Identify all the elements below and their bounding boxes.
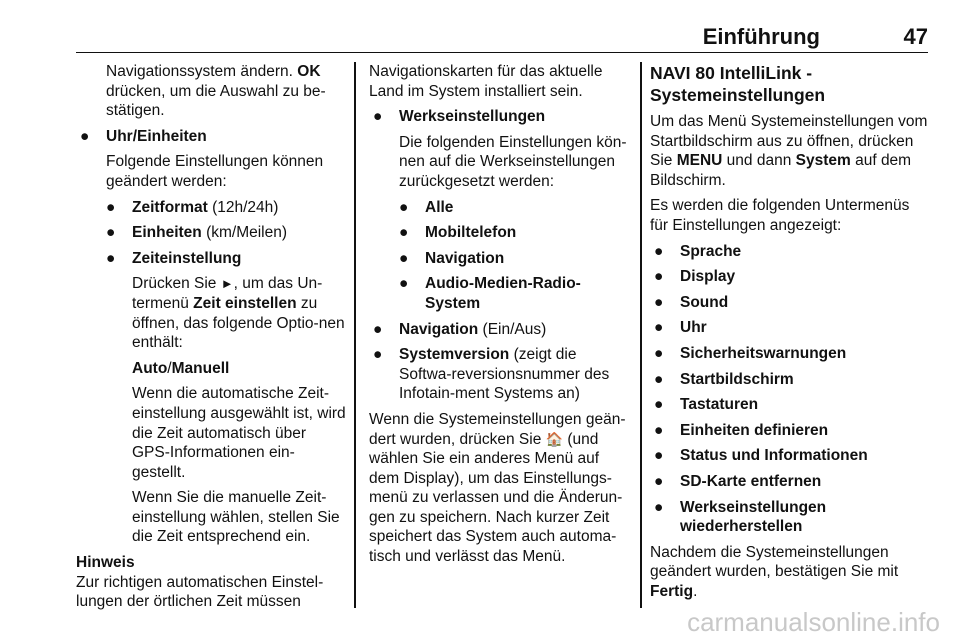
bullet-icon: ● bbox=[373, 320, 383, 338]
paragraph: Navigationskarten für das aktuelle Land im System installiert sein. bbox=[369, 63, 603, 100]
bullet-icon: ● bbox=[80, 127, 90, 145]
column-2 bbox=[369, 62, 631, 573]
list-item-label: Sprache bbox=[680, 242, 742, 260]
bullet-icon: ● bbox=[399, 275, 409, 293]
column-divider bbox=[354, 62, 356, 608]
bullet-icon: ● bbox=[399, 249, 409, 267]
sub-bullet-item: ● Zeitformat (12h/24h) bbox=[106, 198, 279, 216]
page-number: 47 bbox=[903, 24, 928, 49]
note-heading: Hinweis bbox=[76, 554, 135, 572]
bullet-icon: ● bbox=[654, 472, 664, 490]
bullet-icon: ● bbox=[399, 198, 409, 216]
paragraph: Navigationssystem ändern. OK drücken, um die Auswahl zu be-stätigen. bbox=[106, 63, 326, 120]
play-arrow-icon: ► bbox=[220, 276, 234, 292]
note-text: Zur richtigen automatischen Einstel-lungen der örtlichen Zeit müssen bbox=[76, 573, 324, 611]
bullet-icon: ● bbox=[654, 268, 664, 286]
bullet-icon: ● bbox=[106, 249, 116, 267]
bullet-item: ● Navigation (Ein/Aus) bbox=[373, 320, 547, 338]
bullet-item: ● Werkseinstellungen bbox=[373, 108, 546, 126]
paragraph: Um das Menü Systemeinstellungen vom Startbildschirm aus zu öffnen, drücken Sie MENU und dann System auf dem Bildschirm. bbox=[650, 113, 928, 189]
list-item-label: Status und Informationen bbox=[680, 447, 868, 465]
bullet-icon: ● bbox=[654, 447, 664, 465]
column-divider bbox=[640, 62, 642, 608]
list-item-label: Sound bbox=[680, 293, 729, 311]
list-item bbox=[650, 293, 930, 313]
bullet-icon: ● bbox=[106, 198, 116, 216]
paragraph: Auto/Manuell bbox=[132, 359, 230, 377]
list-item bbox=[650, 472, 930, 492]
paragraph: Nachdem die Systemeinstellungen geändert wurden, bestätigen Sie mit Fertig. bbox=[650, 543, 899, 600]
watermark: carmanualsonline.info bbox=[687, 607, 940, 637]
sub-bullet-item: ● Navigation bbox=[399, 249, 505, 267]
paragraph: Wenn die automatische Zeit-einstellung ausgewählt ist, wird die Zeit automatisch über GPS-Informationen ein-gestellt. bbox=[132, 385, 346, 481]
paragraph: Es werden die folgenden Untermenüs für Einstellungen angezeigt: bbox=[650, 197, 910, 234]
list-item-label: Werkseinstellungen wiederherstellen bbox=[680, 498, 827, 536]
bullet-item: ● Uhr/Einheiten bbox=[80, 127, 207, 145]
list-item bbox=[650, 498, 930, 537]
paragraph: Drücken Sie ►, um das Un-termenü Zeit einstellen zu öffnen, das folgende Optio-nen enthält: bbox=[132, 275, 345, 352]
bullet-icon: ● bbox=[654, 498, 664, 516]
bullet-item: ● Systemversion (zeigt die Softwa-reversionsnummer des Infotain-ment Systems an) bbox=[373, 346, 610, 403]
bullet-icon: ● bbox=[399, 224, 409, 242]
bullet-icon: ● bbox=[654, 293, 664, 311]
paragraph: Wenn die Systemeinstellungen geän-dert wurden, drücken Sie 🏠 (und wählen Sie ein anderes Menü auf dem Display), um das Einstellungs-menü zu verlassen und die Änderun-gen zu speichern. Nach kurzer Zeit speichert das System auch automa-tisch und verlässt das Menü. bbox=[369, 410, 626, 566]
page-header bbox=[76, 18, 928, 53]
bullet-icon: ● bbox=[106, 224, 116, 242]
paragraph: Wenn Sie die manuelle Zeit-einstellung wählen, stellen Sie die Zeit entsprechend ein. bbox=[132, 489, 340, 546]
bullet-icon: ● bbox=[654, 421, 664, 439]
sub-bullet-item: ● Alle bbox=[399, 198, 454, 216]
bullet-icon: ● bbox=[654, 242, 664, 260]
paragraph: Die folgenden Einstellungen kön-nen auf die Werkseinstellungen zurückgesetzt werden: bbox=[399, 133, 627, 190]
list-item-label: Sicherheitswarnungen bbox=[680, 344, 847, 362]
bullet-icon: ● bbox=[654, 396, 664, 414]
bullet-icon: ● bbox=[654, 319, 664, 337]
list-item-label: Tastaturen bbox=[680, 396, 759, 414]
sub-bullet-item: ● Zeiteinstellung bbox=[106, 249, 242, 267]
bullet-icon: ● bbox=[654, 344, 664, 362]
list-item-label: Display bbox=[680, 268, 736, 286]
list-item bbox=[650, 242, 930, 262]
bullet-icon: ● bbox=[654, 370, 664, 388]
bullet-icon: ● bbox=[373, 108, 383, 126]
home-icon: 🏠 bbox=[545, 430, 564, 447]
list-item bbox=[650, 395, 930, 415]
bullet-icon: ● bbox=[373, 346, 383, 364]
section-heading: NAVI 80 IntelliLink - Systemeinstellungen bbox=[650, 63, 826, 105]
list-item bbox=[650, 446, 930, 466]
sub-bullet-item: ● Mobiltelefon bbox=[399, 224, 517, 242]
list-item bbox=[650, 318, 930, 338]
list-item bbox=[650, 421, 930, 441]
list-item-label: SD-Karte entfernen bbox=[680, 472, 822, 490]
sub-bullet-item: ● Audio-Medien-Radio-System bbox=[399, 275, 581, 312]
submenu-list bbox=[650, 242, 930, 537]
list-item-label: Uhr bbox=[680, 319, 707, 337]
list-item bbox=[650, 344, 930, 364]
list-item bbox=[650, 267, 930, 287]
list-item bbox=[650, 370, 930, 390]
list-item-label: Startbildschirm bbox=[680, 370, 794, 388]
sub-bullet-item: ● Einheiten (km/Meilen) bbox=[106, 224, 288, 242]
column-3 bbox=[650, 62, 930, 607]
paragraph: Folgende Einstellungen können geändert werden: bbox=[106, 153, 324, 190]
list-item-label: Einheiten definieren bbox=[680, 421, 829, 439]
column-1 bbox=[76, 62, 348, 618]
section-title: Einführung bbox=[702, 24, 820, 49]
